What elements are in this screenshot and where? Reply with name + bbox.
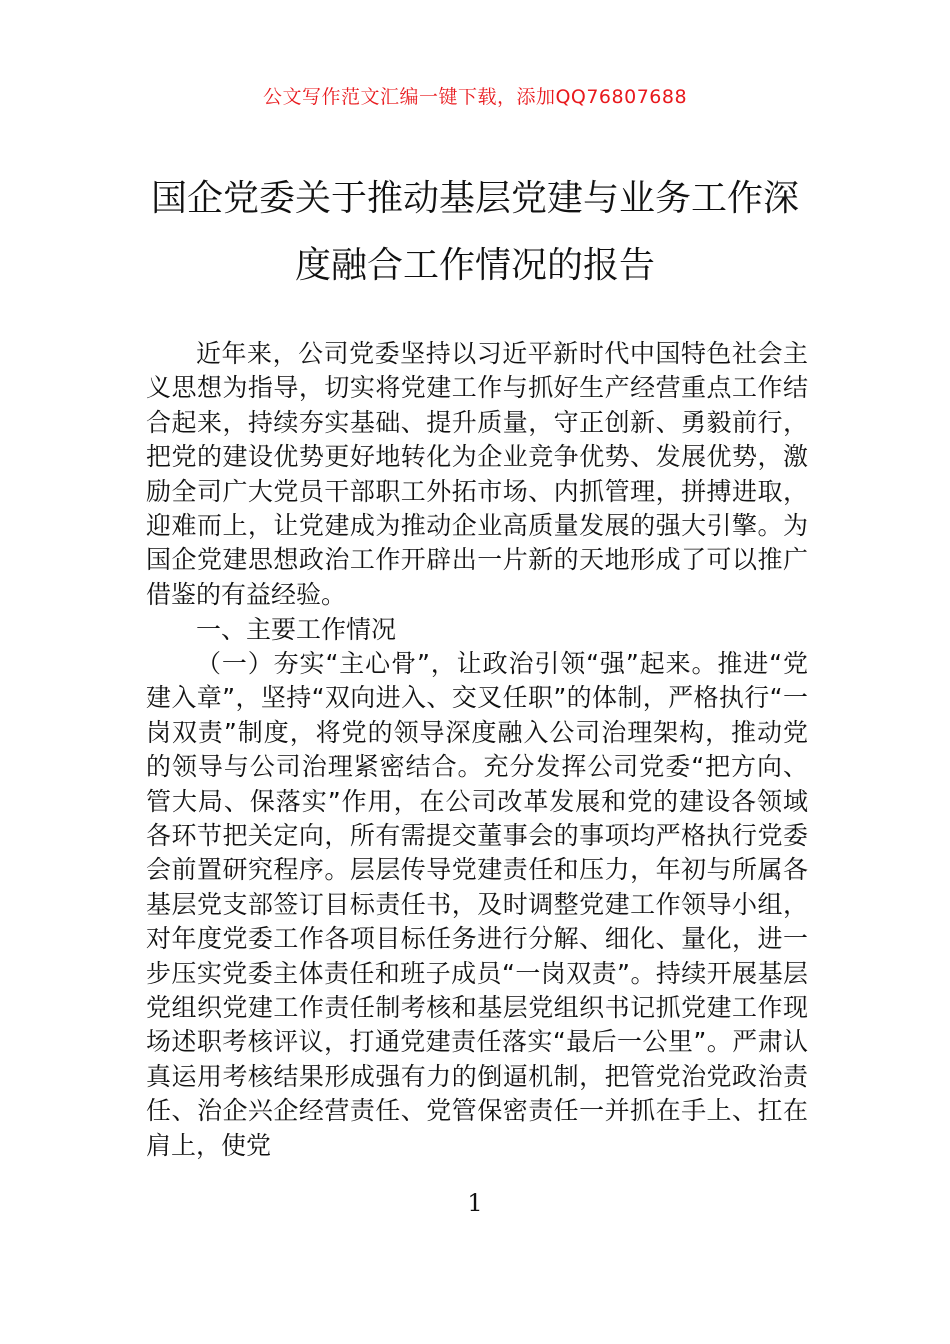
section-item-paragraph: （一）夯实“主心骨”，让政治引领“强”起来。推进“党建入章”，坚持“双向进入、交叉任职”的体制，严格执行“一岗双责”制度，将党的领导深度融入公司治理架构，推动党的领导与公司治理紧密结合。充分发挥公司党委“把方向、管大局、保落实”作用，在公司改革发展和党的建设各领域各环节把关定向，所有需提交董事会的事项均严格执行党委会前置研究程序。层层传导党建责任和压力，年初与所属各基层党支部签订目标责任书，及时调整党建工作领导小组，对年度党委工作各项目标任务进行分解、细化、量化，进一步压实党委主体责任和班子成员“一岗双责”。持续开展基层党组织党建工作责任制考核和基层党组织书记抓党建工作现场述职考核评议，打通党建责任落实“最后一公里”。严肃认真运用考核结果形成强有力的倒逼机制，把管党治党政治责任、治企兴企经营责任、党管保密责任一并抓在手上、扛在肩上，使党: [146, 649, 808, 1160]
page-number: 1: [467, 1189, 483, 1217]
document-title-line-1: 国企党委关于推动基层党建与业务工作深: [150, 178, 799, 219]
section-heading: 一、主要工作情况: [196, 615, 397, 644]
document-title-line-2: 度融合工作情况的报告: [294, 245, 655, 286]
intro-paragraph: 近年来，公司党委坚持以习近平新时代中国特色社会主义思想为指导，切实将党建工作与抓好生产经营重点工作结合起来，持续夯实基础、提升质量，守正创新、勇毅前行，把党的建设优势更好地转化为企业竞争优势、发展优势，激励全司广大党员干部职工外拓市场、内抓管理，拼搏进取，迎难而上，让党建成为推动企业高质量发展的强大引擎。为国企党建思想政治工作开辟出一片新的天地形成了可以推广借鉴的有益经验。: [146, 339, 808, 609]
promo-banner: 公文写作范文汇编一键下载，添加QQ76807688: [262, 86, 688, 108]
